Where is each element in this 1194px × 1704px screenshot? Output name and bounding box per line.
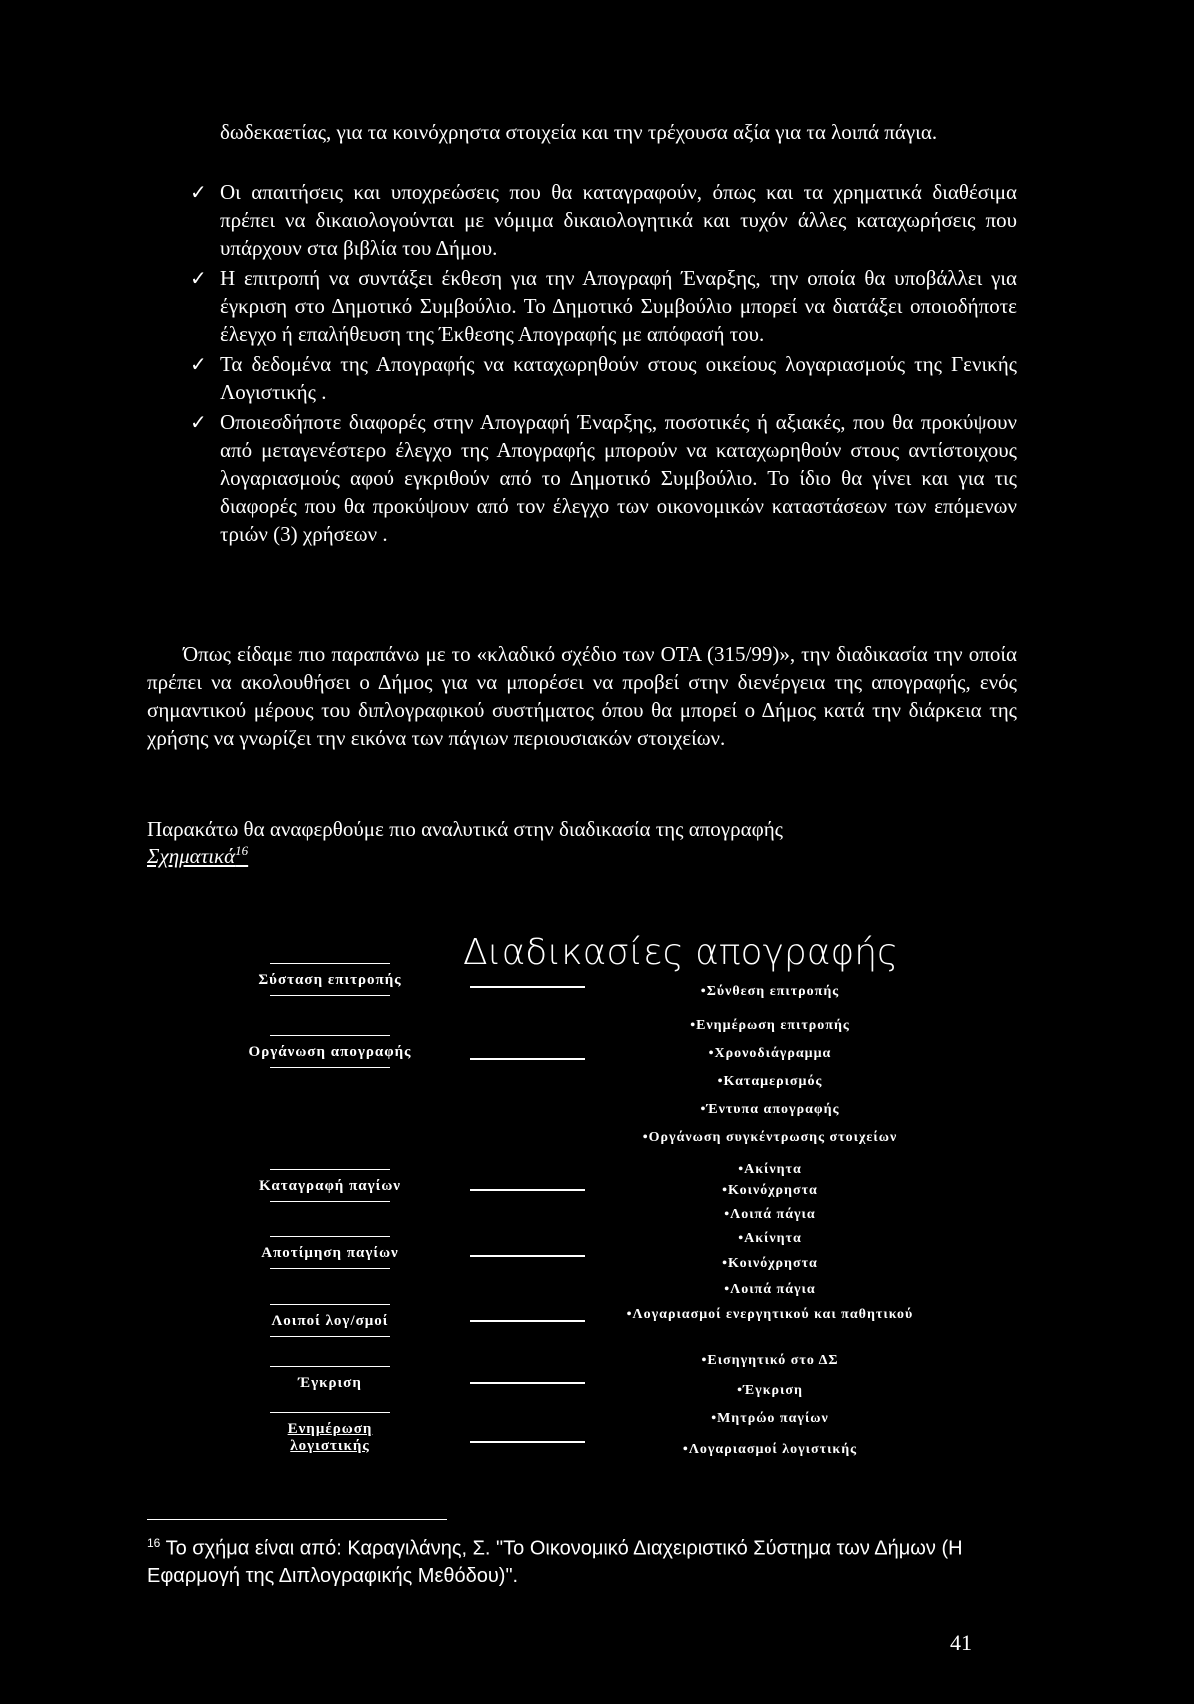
continued-text: δωδεκαετίας, για τα κοινόχρηστα στοιχεία και την τρέχουσα αξία για τα λοιπά πάγια. [220,120,938,144]
diagram-item: •Λογαριασμοί λογιστικής [682,1442,858,1457]
diagram-item: •Λοιπά πάγια [724,1282,816,1297]
step-box: Σύσταση επιτροπής [220,963,440,1002]
bullet-item: ✓ Τα δεδομένα της Απογραφής να καταχωρηθούν στους οικείους λογαριασμούς της Γενικής Λογιστικής . [190,352,1017,404]
paragraph: Παρακάτω θα αναφερθούμε πιο αναλυτικά στην διαδικασία της απογραφής [147,817,783,841]
step-box: Έγκριση [220,1366,440,1392]
diagram-item: •Έγκριση [737,1383,803,1398]
connector-line [470,1441,585,1443]
diagram-item: •Έντυπα απογραφής [700,1102,840,1117]
step-box: Καταγραφή παγίων [220,1169,440,1208]
diagram-item: •Μητρώο παγίων [711,1411,829,1426]
diagram-item: •Καταμερισμός [717,1074,823,1089]
connector-line [470,1058,585,1060]
step-box: Ενημέρωση λογιστικής [220,1412,440,1455]
diagram-title: Διαδικασίες απογραφής [463,932,899,973]
connector-line [470,1382,585,1384]
bullet-item: ✓ Η επιτροπή να συντάξει έκθεση για την Απογραφή Έναρξης, την οποία θα υποβάλλει για έγκριση στο Δημοτικό Συμβούλιο. Το Δημοτικό Συμβούλιο μπορεί να διατάξει οποιοδήποτε έλεγχο ή επαλήθευση της Έκθεσης Απογραφής με απόφασή του. [190,266,1017,346]
diagram-item: •Κοινόχρηστα [722,1183,818,1198]
diagram-item: •Ακίνητα [738,1162,802,1177]
connector-line [470,986,585,988]
paragraph: Όπως είδαμε πιο παραπάνω με το «κλαδικό σχέδιο των ΟΤΑ (315/99)», την διαδικασία την οποία πρέπει να ακολουθήσει ο Δήμος για να μπορέσει να προβεί στην διενέργεια της απογραφής, ενός σημαντικού μέρους του διπλογραφικού συστήματος όπου θα μπορεί ο Δήμος κατά την διάρκεια της χρήσης να γνωρίζει την εικόνα των πάγιων περιουσιακών στοιχείων. [147,642,1017,750]
checkmark-icon: ✓ [190,266,207,290]
step-box: Αποτίμηση παγίων [220,1236,440,1275]
footnote-divider [147,1519,447,1520]
diagram-item: •Λοιπά πάγια [724,1207,816,1222]
footnote: $^{16}$ Το σχήμα είναι από: Καραγιλάνης, Σ. "Το Οικονομικό Διαχειριστικό Σύστημα των Δήμων (Η Εφαρμογή της Διπλογραφικής Μεθόδου)". [147,1536,963,1587]
step-box: Λοιποί λογ/σμοί [220,1304,440,1343]
checkmark-icon: ✓ [190,410,207,434]
figure-caption: Σχηματικά$^{16}$ [147,843,249,868]
diagram-item: •Ακίνητα [738,1231,802,1246]
step-box: Οργάνωση απογραφής [220,1035,440,1074]
page-number: 41 [950,1630,972,1655]
diagram-item: •Κοινόχρηστα [722,1256,818,1271]
connector-line [470,1255,585,1257]
diagram-item: •Λογαριασμοί ενεργητικού και παθητικού [626,1307,914,1322]
diagram-item: •Οργάνωση συγκέντρωσης στοιχείων [642,1130,898,1145]
connector-line [470,1189,585,1191]
bullet-item: ✓ Οποιεσδήποτε διαφορές στην Απογραφή Έναρξης, ποσοτικές ή αξιακές, που θα προκύψουν από μεταγενέστερο έλεγχο της Απογραφής μπορούν να καταχωρηθούν στους αντίστοιχους λογαριασμούς αφού εγκριθούν από το Δημοτικό Συμβούλιο. Το ίδιο θα γίνει και για τις διαφορές που θα προκύψουν από τον έλεγχο των οικονομικών καταστάσεων των επόμενων τριών (3) χρήσεων . [190,410,1017,546]
connector-line [470,1320,585,1322]
bullet-item: ✓ Οι απαιτήσεις και υποχρεώσεις που θα καταγραφούν, όπως και τα χρηματικά διαθέσιμα πρέπει να δικαιολογούνται με νόμιμα δικαιολογητικά και τυχόν άλλες καταχωρήσεις που υπάρχουν στα βιβλία του Δήμου. [190,180,1017,260]
diagram-item: •Εισηγητικό στο ΔΣ [701,1353,839,1368]
diagram-item: •Ενημέρωση επιτροπής [690,1018,850,1033]
diagram-item: •Χρονοδιάγραμμα [708,1046,832,1061]
checkmark-icon: ✓ [190,352,207,376]
checkmark-icon: ✓ [190,180,207,204]
diagram-item: •Σύνθεση επιτροπής [700,984,840,999]
bullet-list [190,178,1017,550]
